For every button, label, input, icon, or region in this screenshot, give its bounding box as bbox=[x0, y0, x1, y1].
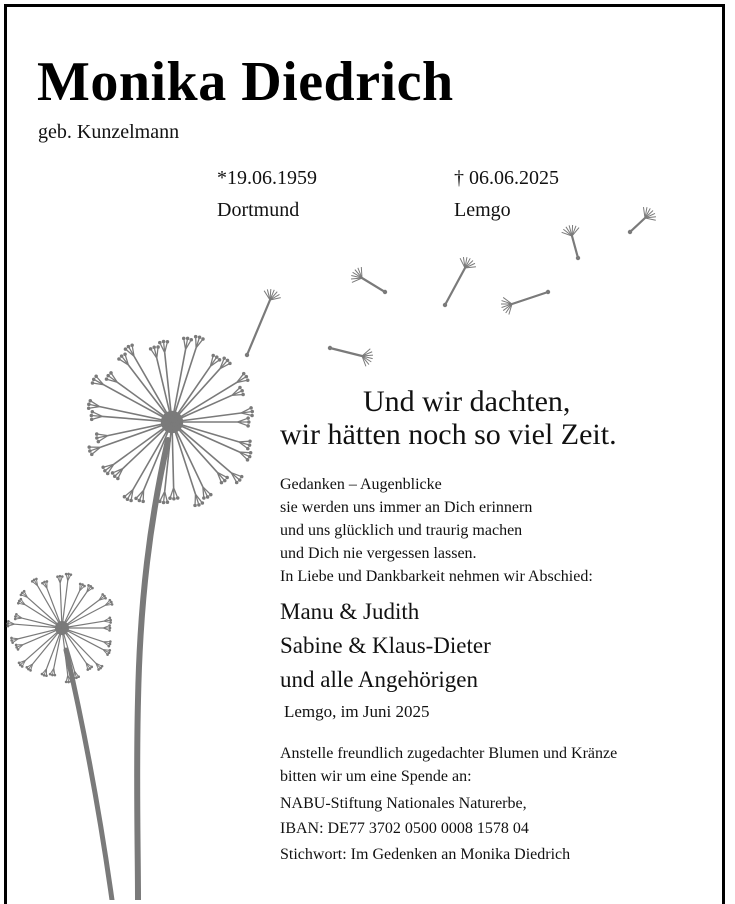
large-stem bbox=[137, 440, 168, 900]
quote-line-2: wir hätten noch so viel Zeit. bbox=[280, 418, 617, 452]
birth-date: *19.06.1959 bbox=[217, 167, 317, 190]
birth-place: Dortmund bbox=[217, 199, 299, 222]
poem-line: In Liebe und Dankbarkeit nehmen wir Abschied: bbox=[280, 565, 593, 588]
poem-line: und Dich nie vergessen lassen. bbox=[280, 542, 477, 565]
mourner-name: und alle Angehörigen bbox=[280, 667, 478, 693]
donation-iban: IBAN: DE77 3702 0500 0008 1578 04 bbox=[280, 817, 529, 840]
donation-keyword: Stichwort: Im Gedenken an Monika Diedrich bbox=[280, 843, 570, 866]
death-date: † 06.06.2025 bbox=[454, 167, 559, 190]
deceased-name: Monika Diedrich bbox=[37, 50, 454, 114]
small-stem bbox=[66, 650, 112, 900]
maiden-name: geb. Kunzelmann bbox=[38, 121, 179, 144]
mourner-name: Sabine & Klaus-Dieter bbox=[280, 633, 491, 659]
poem-line: Gedanken – Augenblicke bbox=[280, 473, 442, 496]
mourner-name: Manu & Judith bbox=[280, 599, 419, 625]
small-dandelion-head bbox=[6, 573, 113, 684]
quote-line-1: Und wir dachten, bbox=[363, 385, 570, 419]
donation-line: bitten wir um eine Spende an: bbox=[280, 765, 472, 788]
donation-line: Anstelle freundlich zugedachter Blumen und Kränze bbox=[280, 742, 617, 765]
place-date: Lemgo, im Juni 2025 bbox=[284, 702, 429, 722]
flying-seeds bbox=[245, 207, 656, 366]
poem-line: und uns glücklich und traurig machen bbox=[280, 519, 522, 542]
poem-line: sie werden uns immer an Dich erinnern bbox=[280, 496, 532, 519]
large-dandelion-head bbox=[87, 335, 254, 507]
death-place: Lemgo bbox=[454, 199, 511, 222]
donation-line: NABU-Stiftung Nationales Naturerbe, bbox=[280, 792, 527, 815]
